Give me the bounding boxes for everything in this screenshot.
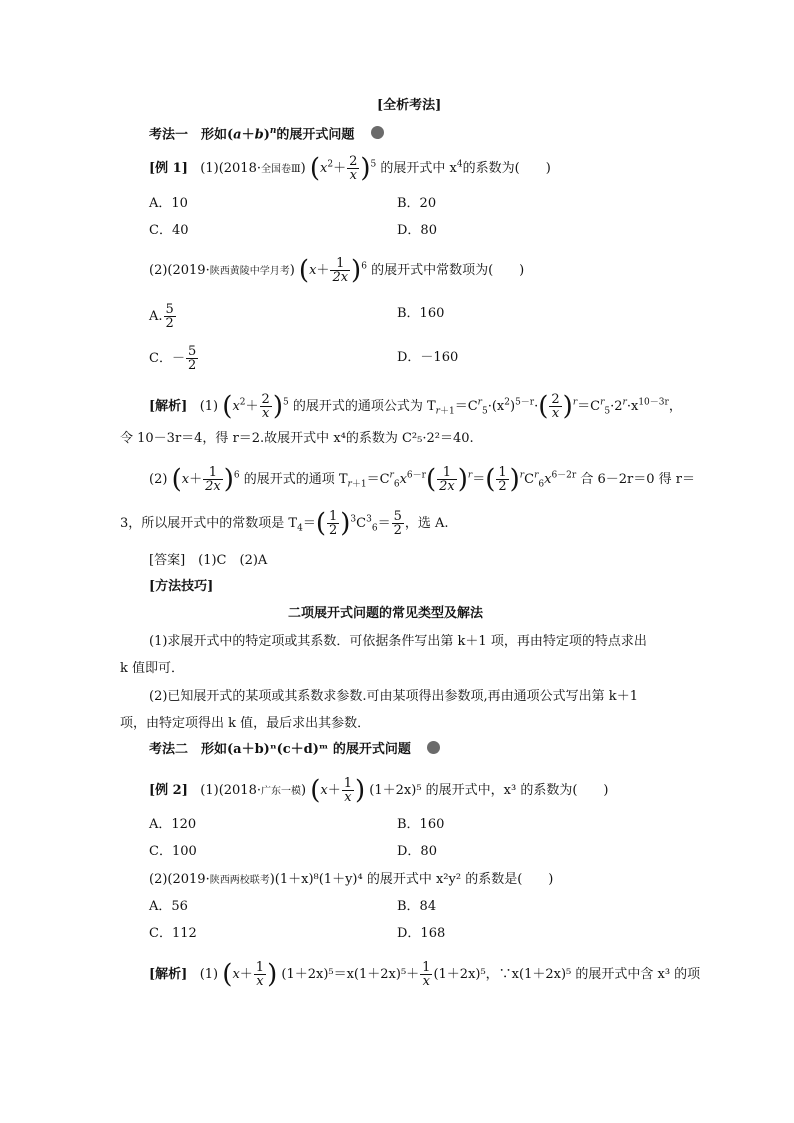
ex2-opt-d: D．80 (397, 844, 437, 859)
ex2-q1-source: 广东一模 (260, 786, 301, 797)
ex1-q1-close: ) (300, 161, 306, 176)
ex1-q2-opt-d: D．－160 (397, 350, 459, 365)
bullet-dot-icon (371, 126, 384, 139)
ex1-opt-c: C．40 (149, 223, 189, 238)
method-two-heading: 考法二 形如(a＋b)ⁿ(c＋d)ᵐ 的展开式问题 (149, 741, 440, 759)
frac-num: 2 (349, 154, 358, 169)
ex1-q1-exp: 4 (456, 159, 463, 170)
tips-paragraph-2b: 项，由特定项得出 k 值，最后求出其参数． (120, 716, 371, 731)
ex2-opt-b: B．160 (397, 817, 445, 832)
solution-one-line2: 令 10－3r＝4，得 r＝2.故展开式中 x⁴的系数为 C²₅·2²＝40. (120, 431, 474, 446)
ex1-q2-pre: (2)(2019· (149, 263, 210, 278)
ex1-opt-d: D．80 (397, 223, 437, 238)
example-one-label: [例 1] (149, 161, 188, 176)
ex1-q1-source: 全国卷Ⅲ (260, 164, 301, 175)
answer-one: [答案] (1)C (2)A (149, 553, 268, 568)
frac-den: 2x (332, 270, 349, 285)
method-one-exp: n (269, 126, 277, 136)
example-two-label: [例 2] (149, 783, 188, 798)
frac-den: x (349, 168, 357, 183)
ex1-opt-b: B．20 (397, 196, 437, 211)
tips-paragraph-2a: (2)已知展开式的某项或其系数求参数.可由某项得出参数项,再由通项公式写出第 k＋1 (149, 689, 638, 704)
ex2-q2-opt-a: A．56 (149, 899, 188, 914)
ex1-q2-opt-b: B．160 (397, 306, 445, 321)
ex1-q2-close: ) (289, 263, 295, 278)
method-one-b: b (254, 127, 264, 143)
ex2-opt-a: A．120 (149, 817, 197, 832)
ex1-q2-opt-a: A. $\frac{5}{2}$ (149, 302, 174, 331)
section-title: [全析考法] (377, 98, 442, 113)
ex1-opt-a: A．10 (149, 196, 188, 211)
method-one-end: 的展开式问题 (276, 127, 355, 143)
method-one-a: a (233, 127, 242, 143)
solution-two-line1: [解析] (1) (x＋ $\frac{1}{x}$ ) (1＋2x)⁵＝x(1＋2x)⁵＋ $\frac{1}{x}$ (1＋2x)⁵，∵x(1＋2x)⁵ 的展开式中含 x³ 的项 (149, 959, 701, 990)
example-one-q1: [例 1] (1)(2018·全国卷Ⅲ) ($x^2+$ $\frac{2}{x}$ )$^5$ 的展开式中 $x^4$的系数为( ) (149, 153, 551, 184)
method-one-title-pre: 考法一 形如( (149, 127, 234, 143)
ex1-q1-pre: (1)(2018· (200, 161, 261, 176)
method-one-close: ) (263, 127, 270, 143)
solution-one-line1: [解析] (1) ($x^2+$ $\frac{2}{x}$ )$^5$ 的展开式的通项公式为 $T_{r+1}=C^r_5\cdot(x^2)^{5-r}\cdot$( $\frac{2}{x}$ )$^r=C^r_5\cdot 2^r\cdot x^{10-3r}$， (149, 391, 682, 422)
ex1-q1-stem: 的展开式中 x (380, 161, 457, 176)
example-one-q2: (2)(2019·陕西黄陵中学月考) (x＋ $\frac{1}{2x}$ )$^6$ 的展开式中常数项为( ) (149, 255, 525, 286)
ex2-opt-c: C．100 (149, 844, 197, 859)
tips-paragraph-1a: (1)求展开式中的特定项或其系数．可依据条件写出第 k＋1 项，再由特定项的特点求出 (149, 634, 647, 649)
solution-one-line4: 3，所以展开式中的常数项是 $T_4=$( $\frac{1}{2}$ )$^3C^3_6=$ $\frac{5}{2}$ ，选 A. (120, 508, 449, 539)
ex1-q2-source: 陕西黄陵中学月考 (209, 266, 290, 277)
ex2-q2-source: 陕西两校联考 (209, 875, 270, 886)
solution-one-line3: (2) (x＋ $\frac{1}{2x}$ )$^6$ 的展开式的通项 $T_{r+1}=C^r_6x^{6-r}$( $\frac{1}{2x}$ )$^r$＝( $\frac{1}{2}$ )$^rC^r_6x^{6-2r}$ 合 6－2r＝0 得 r＝ (149, 464, 695, 495)
frac-num: 1 (330, 257, 350, 271)
ex2-q2-opt-b: B．84 (397, 899, 437, 914)
example-two-q1: [例 2] (1)(2018·广东一模) (x＋ $\frac{1}{x}$ ) (1＋2x)⁵ 的展开式中，x³ 的系数为( ) (149, 775, 609, 806)
example-two-q2: (2)(2019·陕西两校联考)(1＋x)⁸(1＋y)⁴ 的展开式中 x²y² 的系数是( ) (149, 872, 554, 887)
tips-paragraph-1b: k 值即可． (120, 661, 185, 676)
tips-title: 二项展开式问题的常见类型及解法 (288, 606, 484, 621)
method-one-plus: ＋ (241, 127, 255, 143)
ex1-q2-stem: 的展开式中常数项为( ) (371, 263, 525, 278)
tips-label: [方法技巧] (149, 579, 214, 594)
solution-one-label: [解析] (149, 399, 188, 414)
ex2-q2-opt-c: C．112 (149, 926, 197, 941)
method-one-heading (149, 122, 384, 144)
ex1-q1-end: 的系数为( ) (462, 161, 551, 176)
exp-five: 5 (370, 159, 377, 170)
bullet-dot-icon (427, 741, 440, 754)
ex2-q2-opt-d: D．168 (397, 926, 446, 941)
solution-two-label: [解析] (149, 967, 188, 982)
ex1-q2-opt-c: C．－ $\frac{5}{2}$ (149, 344, 197, 373)
